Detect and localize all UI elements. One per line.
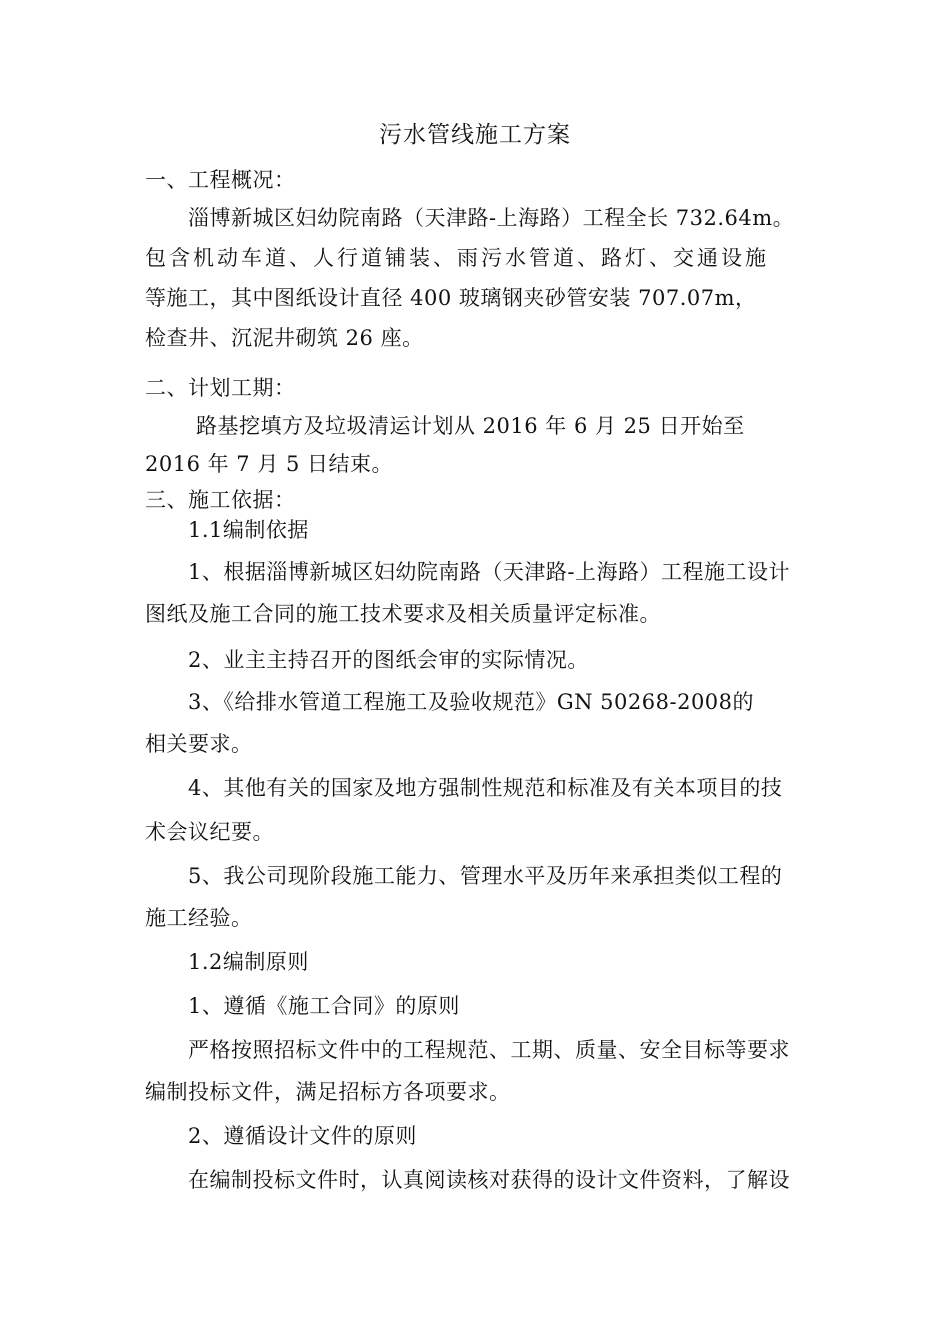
list-item-line: 3、《给排水管道工程施工及验收规范》GN 50268-2008的 xyxy=(188,690,755,714)
paragraph-line: 淄博新城区妇幼院南路（天津路-上海路）工程全长 732.64m。 xyxy=(188,206,795,230)
list-item-line: 相关要求。 xyxy=(145,732,253,756)
paragraph-line: 在编制投标文件时，认真阅读核对获得的设计文件资料，了解设 xyxy=(188,1168,790,1192)
document-title: 污水管线施工方案 xyxy=(379,122,571,148)
list-item-line: 2、遵循设计文件的原则 xyxy=(188,1124,417,1148)
paragraph-line: 检查井、沉泥井砌筑 26 座。 xyxy=(145,326,424,350)
list-item-line: 1、根据淄博新城区妇幼院南路（天津路-上海路）工程施工设计 xyxy=(188,560,790,584)
section-heading-schedule: 二、计划工期： xyxy=(145,376,296,400)
section-heading-basis: 三、施工依据： xyxy=(145,488,296,512)
subsection-heading: 1.2编制原则 xyxy=(188,950,309,974)
list-item-line: 5、我公司现阶段施工能力、管理水平及历年来承担类似工程的 xyxy=(188,864,783,888)
paragraph-line: 包含机动车道、人行道铺装、雨污水管道、路灯、交通设施 xyxy=(145,246,769,270)
list-item-line: 4、其他有关的国家及地方强制性规范和标准及有关本项目的技 xyxy=(188,776,783,800)
section-heading-overview: 一、工程概况： xyxy=(145,168,296,192)
subsection-heading: 1.1编制依据 xyxy=(188,518,309,542)
list-item-line: 施工经验。 xyxy=(145,906,253,930)
paragraph-line: 严格按照招标文件中的工程规范、工期、质量、安全目标等要求 xyxy=(188,1038,790,1062)
list-item-line: 1、遵循《施工合同》的原则 xyxy=(188,994,460,1018)
paragraph-line: 2016 年 7 月 5 日结束。 xyxy=(145,452,394,476)
paragraph-line: 路基挖填方及垃圾清运计划从 2016 年 6 月 25 日开始至 xyxy=(196,414,745,438)
list-item-line: 图纸及施工合同的施工技术要求及相关质量评定标准。 xyxy=(145,602,661,626)
paragraph-line: 编制投标文件，满足招标方各项要求。 xyxy=(145,1080,511,1104)
paragraph-line: 等施工，其中图纸设计直径 400 玻璃钢夹砂管安装 707.07m， xyxy=(145,286,757,310)
list-item-line: 术会议纪要。 xyxy=(145,820,274,844)
list-item-line: 2、业主主持召开的图纸会审的实际情况。 xyxy=(188,648,589,672)
